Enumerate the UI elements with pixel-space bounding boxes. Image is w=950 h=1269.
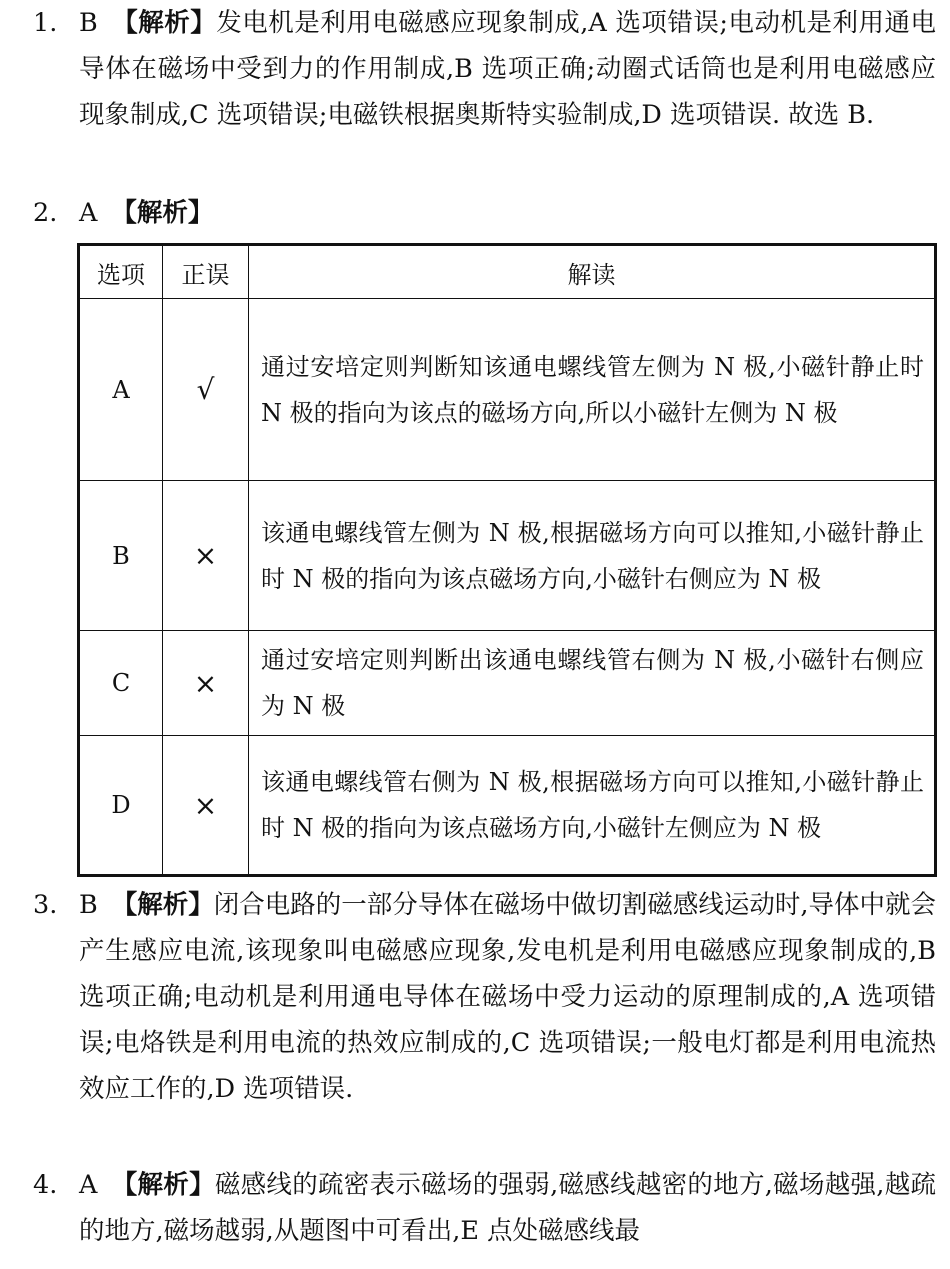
- analysis-tag: 【解析】: [111, 198, 214, 228]
- row-mark: ×: [163, 481, 249, 631]
- row-explanation: 该通电螺线管右侧为 N 极,根据磁场方向可以推知,小磁针静止时 N 极的指向为该点磁场方向,小磁针左侧应为 N 极: [249, 736, 936, 876]
- question-1: [33, 0, 936, 138]
- analysis-text: 磁感线的疏密表示磁场的强弱,磁感线越密的地方,磁场越强,越疏的地方,磁场越弱,从题图中可看出,E 点处磁感线最: [79, 1170, 936, 1246]
- question-answer: B: [79, 8, 98, 38]
- row-mark: ×: [163, 631, 249, 736]
- question-answer: A: [79, 198, 98, 228]
- analysis-table: [77, 243, 937, 877]
- question-number: 1.: [33, 8, 58, 38]
- question-3: [33, 882, 936, 1112]
- question-2: [33, 190, 936, 236]
- question-4: [33, 1162, 936, 1254]
- table-row: [79, 631, 936, 736]
- header-correctness: 正误: [163, 245, 249, 299]
- row-explanation: 该通电螺线管左侧为 N 极,根据磁场方向可以推知,小磁针静止时 N 极的指向为该点磁场方向,小磁针右侧应为 N 极: [249, 481, 936, 631]
- header-option: 选项: [79, 245, 163, 299]
- table-header-row: [79, 245, 936, 299]
- row-explanation: 通过安培定则判断知该通电螺线管左侧为 N 极,小磁针静止时 N 极的指向为该点的磁场方向,所以小磁针左侧为 N 极: [249, 299, 936, 481]
- question-number: 3.: [33, 890, 58, 920]
- analysis-text: 闭合电路的一部分导体在磁场中做切割磁感线运动时,导体中就会产生感应电流,该现象叫电磁感应现象,发电机是利用电磁感应现象制成的,B 选项正确;电动机是利用通电导体在磁场中受力运动的原理制成的,A 选项错误;电烙铁是利用电流的热效应制成的,C 选项错误;一般电灯都是利用电流热效应工作的,D 选项错误.: [79, 890, 936, 1104]
- question-number: 4.: [33, 1170, 58, 1200]
- analysis-tag: 【解析】: [111, 8, 217, 38]
- analysis-tag: 【解析】: [111, 890, 214, 920]
- table-row: [79, 299, 936, 481]
- header-explanation: 解读: [249, 245, 936, 299]
- row-explanation: 通过安培定则判断出该通电螺线管右侧为 N 极,小磁针右侧应为 N 极: [249, 631, 936, 736]
- row-option: A: [79, 299, 163, 481]
- question-number: 2.: [33, 198, 58, 228]
- table-row: [79, 481, 936, 631]
- row-mark: √: [163, 299, 249, 481]
- question-answer: A: [79, 1170, 98, 1200]
- row-option: D: [79, 736, 163, 876]
- analysis-text: 发电机是利用电磁感应现象制成,A 选项错误;电动机是利用通电导体在磁场中受到力的作用制成,B 选项正确;动圈式话筒也是利用电磁感应现象制成,C 选项错误;电磁铁根据奥斯特实验制成,D 选项错误. 故选 B.: [79, 8, 936, 130]
- row-mark: ×: [163, 736, 249, 876]
- question-answer: B: [79, 890, 98, 920]
- row-option: C: [79, 631, 163, 736]
- analysis-tag: 【解析】: [111, 1170, 215, 1200]
- table-row: [79, 736, 936, 876]
- row-option: B: [79, 481, 163, 631]
